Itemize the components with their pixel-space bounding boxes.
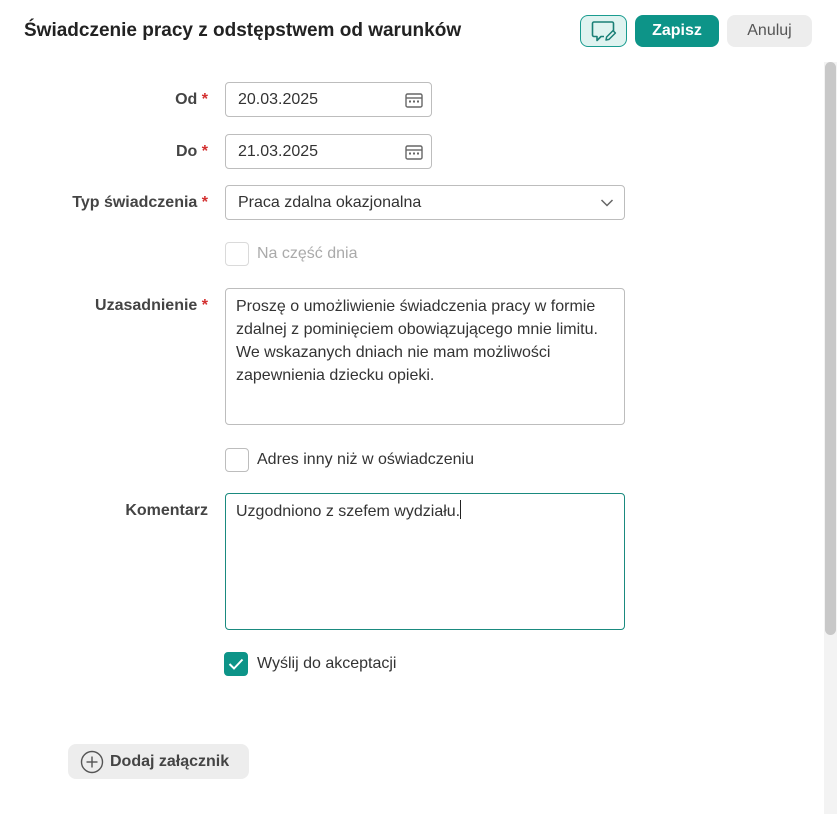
send-for-acceptance-checkbox[interactable] [224,652,248,676]
comment-textarea[interactable] [225,493,625,630]
from-label: Od * [175,91,208,108]
justification-textarea[interactable] [225,288,625,425]
comment-edit-icon [591,19,617,43]
cancel-button[interactable]: Anuluj [727,15,812,47]
type-select-value: Praca zdalna okazjonalna [238,193,422,211]
required-marker: * [201,297,208,314]
to-date-value: 21.03.2025 [238,142,319,160]
required-marker: * [201,143,208,160]
checkmark-icon [228,658,244,670]
dialog-title: Świadczenie pracy z odstępstwem od warunków [24,20,462,41]
add-attachment-label: Dodaj załącznik [110,752,230,770]
required-marker: * [201,194,208,211]
part-day-label: Na część dnia [257,245,358,262]
type-select[interactable] [225,185,625,220]
scrollbar-thumb[interactable] [825,62,836,635]
save-button[interactable]: Zapisz [635,15,719,47]
part-day-checkbox[interactable] [225,242,249,266]
dialog-header [0,0,837,62]
to-date-input[interactable] [225,134,432,169]
from-date-value: 20.03.2025 [238,90,319,108]
required-marker: * [201,91,208,108]
justification-label: Uzasadnienie * [95,297,208,314]
text-caret [460,500,461,519]
comment-button[interactable] [580,15,627,47]
chevron-down-icon [600,198,614,207]
calendar-icon[interactable] [405,144,423,160]
plus-circle-icon [80,750,104,774]
other-address-label: Adres inny niż w oświadczeniu [257,451,474,468]
from-date-input[interactable] [225,82,432,117]
add-attachment-button[interactable] [68,744,249,779]
send-for-acceptance-label: Wyślij do akceptacji [257,655,397,672]
to-label: Do * [175,143,208,160]
comment-value: Uzgodniono z szefem wydziału. [236,503,461,520]
calendar-icon[interactable] [405,92,423,108]
comment-label: Komentarz [125,502,208,519]
other-address-checkbox[interactable] [225,448,249,472]
type-label: Typ świadczenia * [72,194,208,211]
justification-value: Proszę o umożliwienie świadczenia pracy w formie zdalnej z pominięciem obowiązującego mnie limitu. We wskazanych dniach nie mam możliwości zapewnienia dziecku opieki. [236,298,598,384]
